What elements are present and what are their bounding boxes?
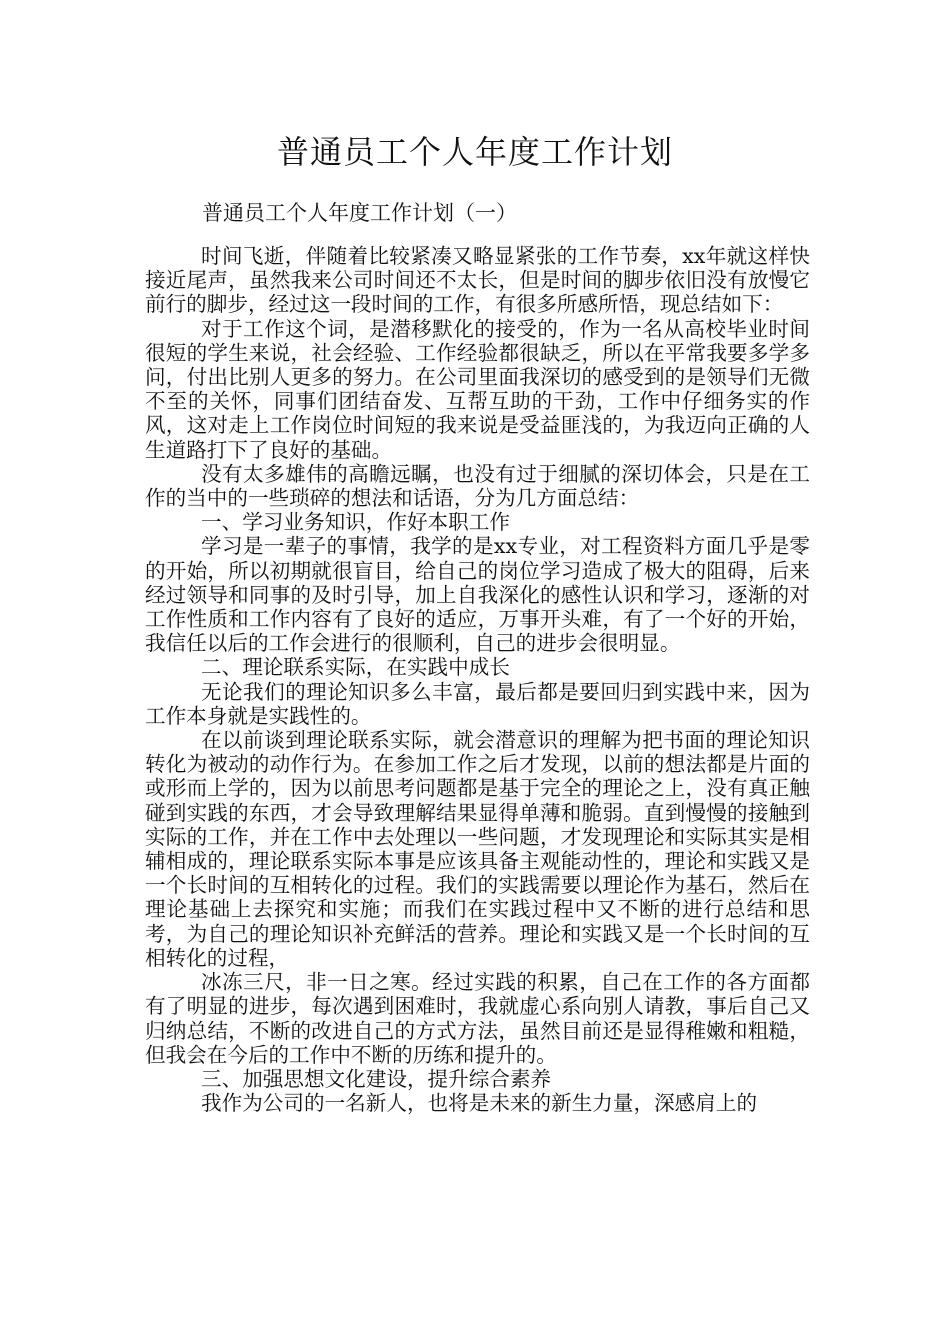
paragraph: 对于工作这个词，是潜移默化的接受的，作为一名从高校毕业时间很短的学生来说，社会经验、工作经验都很缺乏，所以在平常我要多学多问，付出比别人更多的努力。在公司里面我深切的感受到的是领导们无微不至的关怀，同事们团结奋发、互帮互助的干劲，工作中仔细务实的作风，这对走上工作岗位时间短的我来说是受益匪浅的，为我迈向正确的人生道路打下了良好的基础。	[145, 316, 810, 462]
paragraph: 冰冻三尺，非一日之寒。经过实践的积累，自己在工作的各方面都有了明显的进步，每次遇到困难时，我就虚心系向别人请教，事后自己又归纳总结，不断的改进自己的方式方法，虽然目前还是显得稚嫩和粗糙，但我会在今后的工作中不断的历练和提升的。	[145, 970, 810, 1067]
paragraph: 在以前谈到理论联系实际，就会潜意识的理解为把书面的理论知识转化为被动的动作行为。在参加工作之后才发现，以前的想法都是片面的或形而上学的，因为以前思考问题都是基于完全的理论之上，没有真正触碰到实践的东西，才会导致理解结果显得单薄和脆弱。直到慢慢的接触到实际的工作，并在工作中去处理以一些问题，才发现理论和实际其实是相辅相成的，理论联系实际本事是应该具备主观能动性的，理论和实践又是一个长时间的互相转化的过程。我们的实践需要以理论作为基石，然后在理论基础上去探究和实施；而我们在实践过程中又不断的进行总结和思考，为自己的理论知识补充鲜活的营养。理论和实践又是一个长时间的互相转化的过程，	[145, 728, 810, 970]
section-heading: 二、理论联系实际，在实践中成长	[201, 655, 510, 680]
paragraph: 学习是一辈子的事情，我学的是xx专业，对工程资料方面几乎是零的开始，所以初期就很盲目，给自己的岗位学习造成了极大的阻碍，后来经过领导和同事的及时引导，加上自我深化的感性认识和学习，逐渐的对工作性质和工作内容有了良好的适应，万事开头难，有了一个好的开始，我信任以后的工作会进行的很顺利，自己的进步会很明显。	[145, 534, 810, 656]
document-body	[145, 244, 810, 1115]
paragraph: 无论我们的理论知识多么丰富，最后都是要回归到实践中来，因为工作本身就是实践性的。	[145, 679, 810, 728]
paragraph: 我作为公司的一名新人，也将是未来的新生力量，深感肩上的	[201, 1091, 758, 1116]
paragraph: 时间飞逝，伴随着比较紧凑又略显紧张的工作节奏，xx年就这样快接近尾声，虽然我来公司时间还不太长，但是时间的脚步依旧没有放慢它前行的脚步，经过这一段时间的工作，有很多所感所悟，现总结如下：	[145, 244, 810, 317]
document-subtitle: 普通员工个人年度工作计划（一）	[202, 201, 517, 225]
document-title: 普通员工个人年度工作计划	[276, 133, 673, 171]
section-heading: 一、学习业务知识，作好本职工作	[201, 510, 510, 535]
paragraph: 没有太多雄伟的高瞻远瞩，也没有过于细腻的深切体会，只是在工作的当中的一些琐碎的想法和话语，分为几方面总结：	[145, 461, 810, 511]
section-heading: 三、加强思想文化建设，提升综合素养	[201, 1066, 552, 1091]
